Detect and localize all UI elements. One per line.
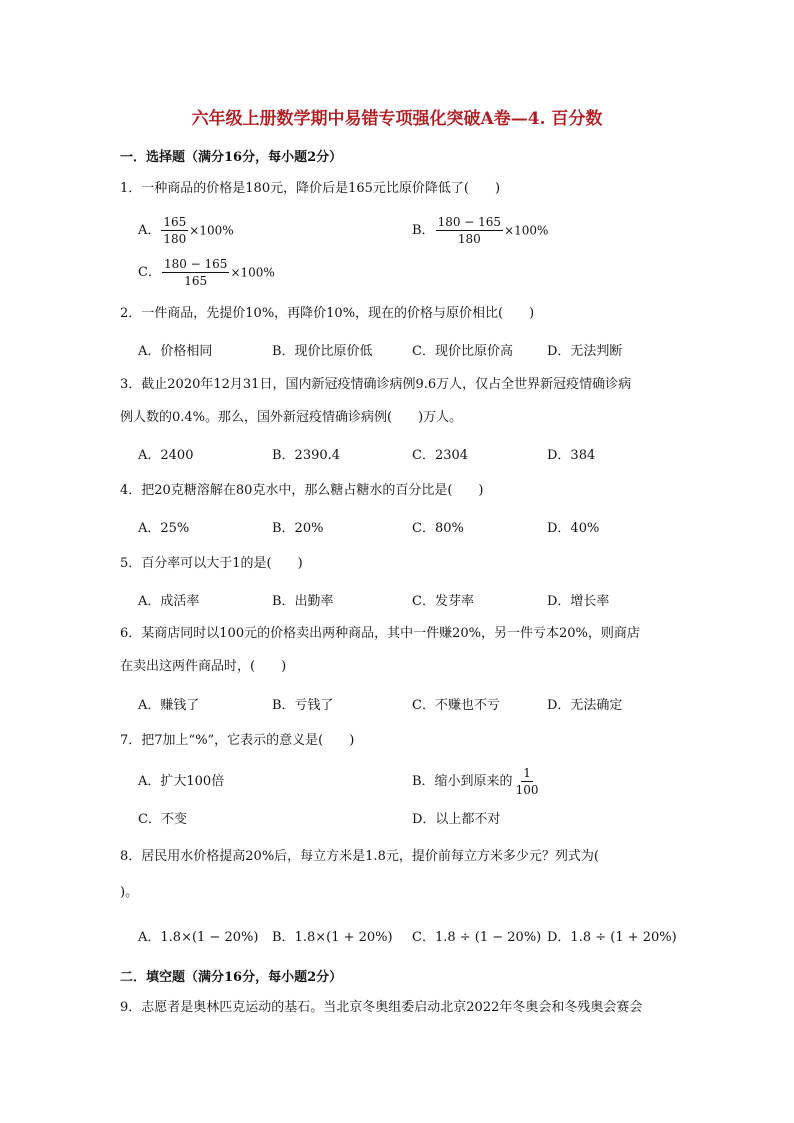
denominator: 180 (163, 232, 187, 246)
q3-option-c: C．2304 (412, 448, 469, 463)
q5-option-c: C．发芽率 (412, 594, 474, 609)
denominator: 100 (515, 783, 539, 797)
question-9-line-1: 9．志愿者是奥林匹克运动的基石。当北京冬奥组委启动北京2022年冬奥会和冬残奥会赛会 (120, 1000, 643, 1015)
question-4: 4．把20克糖溶解在80克水中，那么糖占糖水的百分比是( ) (120, 483, 484, 498)
q2-option-a: A．价格相同 (138, 344, 213, 359)
numerator: 180 − 165 (437, 215, 502, 229)
question-8-line-1: 8．居民用水价格提高20%后，每立方米是1.8元，提价前每立方米多少元？列式为( (120, 849, 599, 864)
q2-option-d: D．无法判断 (547, 344, 623, 359)
question-1: 1．一种商品的价格是180元，降价后是165元比原价降低了( ) (120, 181, 501, 196)
denominator: 165 (184, 274, 208, 288)
q3-option-b: B．2390.4 (272, 448, 341, 463)
question-6-line-2: 在卖出这两件商品时，( ) (120, 659, 287, 674)
q8-option-b: B．1.8×(1 + 20%) (272, 930, 393, 945)
fraction (162, 257, 230, 288)
option-text: B．缩小到原来的 (412, 774, 513, 789)
multiplier: ×100% (189, 223, 234, 238)
option-letter: A． (138, 223, 161, 238)
q5-option-b: B．出勤率 (272, 594, 334, 609)
q5-option-a: A．成活率 (138, 594, 200, 609)
section-heading-choice: 一．选择题（满分16分，每小题2分） (120, 150, 343, 165)
numerator: 1 (523, 766, 531, 780)
q6-option-b: B．亏钱了 (272, 698, 334, 713)
multiplier: ×100% (504, 223, 549, 238)
q2-option-c: C．现价比原价高 (412, 344, 513, 359)
fraction (514, 766, 541, 797)
question-8-line-2: )。 (120, 885, 139, 900)
multiplier: ×100% (230, 265, 275, 280)
q6-option-d: D．无法确定 (547, 698, 623, 713)
q4-option-c: C．80% (412, 521, 464, 536)
denominator: 180 (457, 232, 481, 246)
question-7: 7．把7加上“%”，它表示的意义是( ) (120, 733, 355, 748)
q8-option-a: A．1.8×(1 − 20%) (138, 930, 259, 945)
q1-option-c (138, 257, 275, 288)
question-6-line-1: 6．某商店同时以100元的价格卖出两种商品，其中一件赚20%，另一件亏本20%，则商店 (120, 626, 640, 641)
q7-option-d: D．以上都不对 (412, 812, 501, 827)
question-3-line-1: 3．截止2020年12月31日，国内新冠疫情确诊病例9.6万人，仅占全世界新冠疫情确诊病 (120, 377, 632, 392)
question-3-line-2: 例人数的0.4%。那么，国外新冠疫情确诊病例( )万人。 (120, 410, 463, 425)
option-letter: B． (412, 223, 435, 238)
q7-option-a: A．扩大100倍 (138, 774, 225, 789)
q7-option-b (412, 766, 541, 797)
q4-option-a: A．25% (138, 521, 190, 536)
numerator: 165 (163, 215, 187, 229)
q1-option-a (138, 215, 234, 246)
q6-option-c: C．不赚也不亏 (412, 698, 500, 713)
question-5: 5．百分率可以大于1的是( ) (120, 556, 303, 571)
fraction (436, 215, 504, 246)
q8-option-d: D．1.8 ÷ (1 + 20%) (547, 930, 677, 945)
q4-option-d: D．40% (547, 521, 600, 536)
fraction (161, 215, 188, 246)
q1-option-b (412, 215, 548, 246)
q2-option-b: B．现价比原价低 (272, 344, 373, 359)
question-2: 2．一件商品，先提价10%，再降价10%，现在的价格与原价相比( ) (120, 306, 535, 321)
q5-option-d: D．增长率 (547, 594, 610, 609)
option-letter: C． (138, 265, 161, 280)
q4-option-b: B．20% (272, 521, 324, 536)
section-heading-fill-in: 二．填空题（满分16分，每小题2分） (120, 970, 343, 985)
page-title: 六年级上册数学期中易错专项强化突破A卷—4. 百分数 (191, 109, 603, 129)
numerator: 180 − 165 (163, 257, 228, 271)
q8-option-c: C．1.8 ÷ (1 − 20%) (412, 930, 542, 945)
q6-option-a: A．赚钱了 (138, 698, 200, 713)
q3-option-d: D．384 (547, 448, 596, 463)
q7-option-c: C．不变 (138, 812, 187, 827)
q3-option-a: A．2400 (138, 448, 194, 463)
